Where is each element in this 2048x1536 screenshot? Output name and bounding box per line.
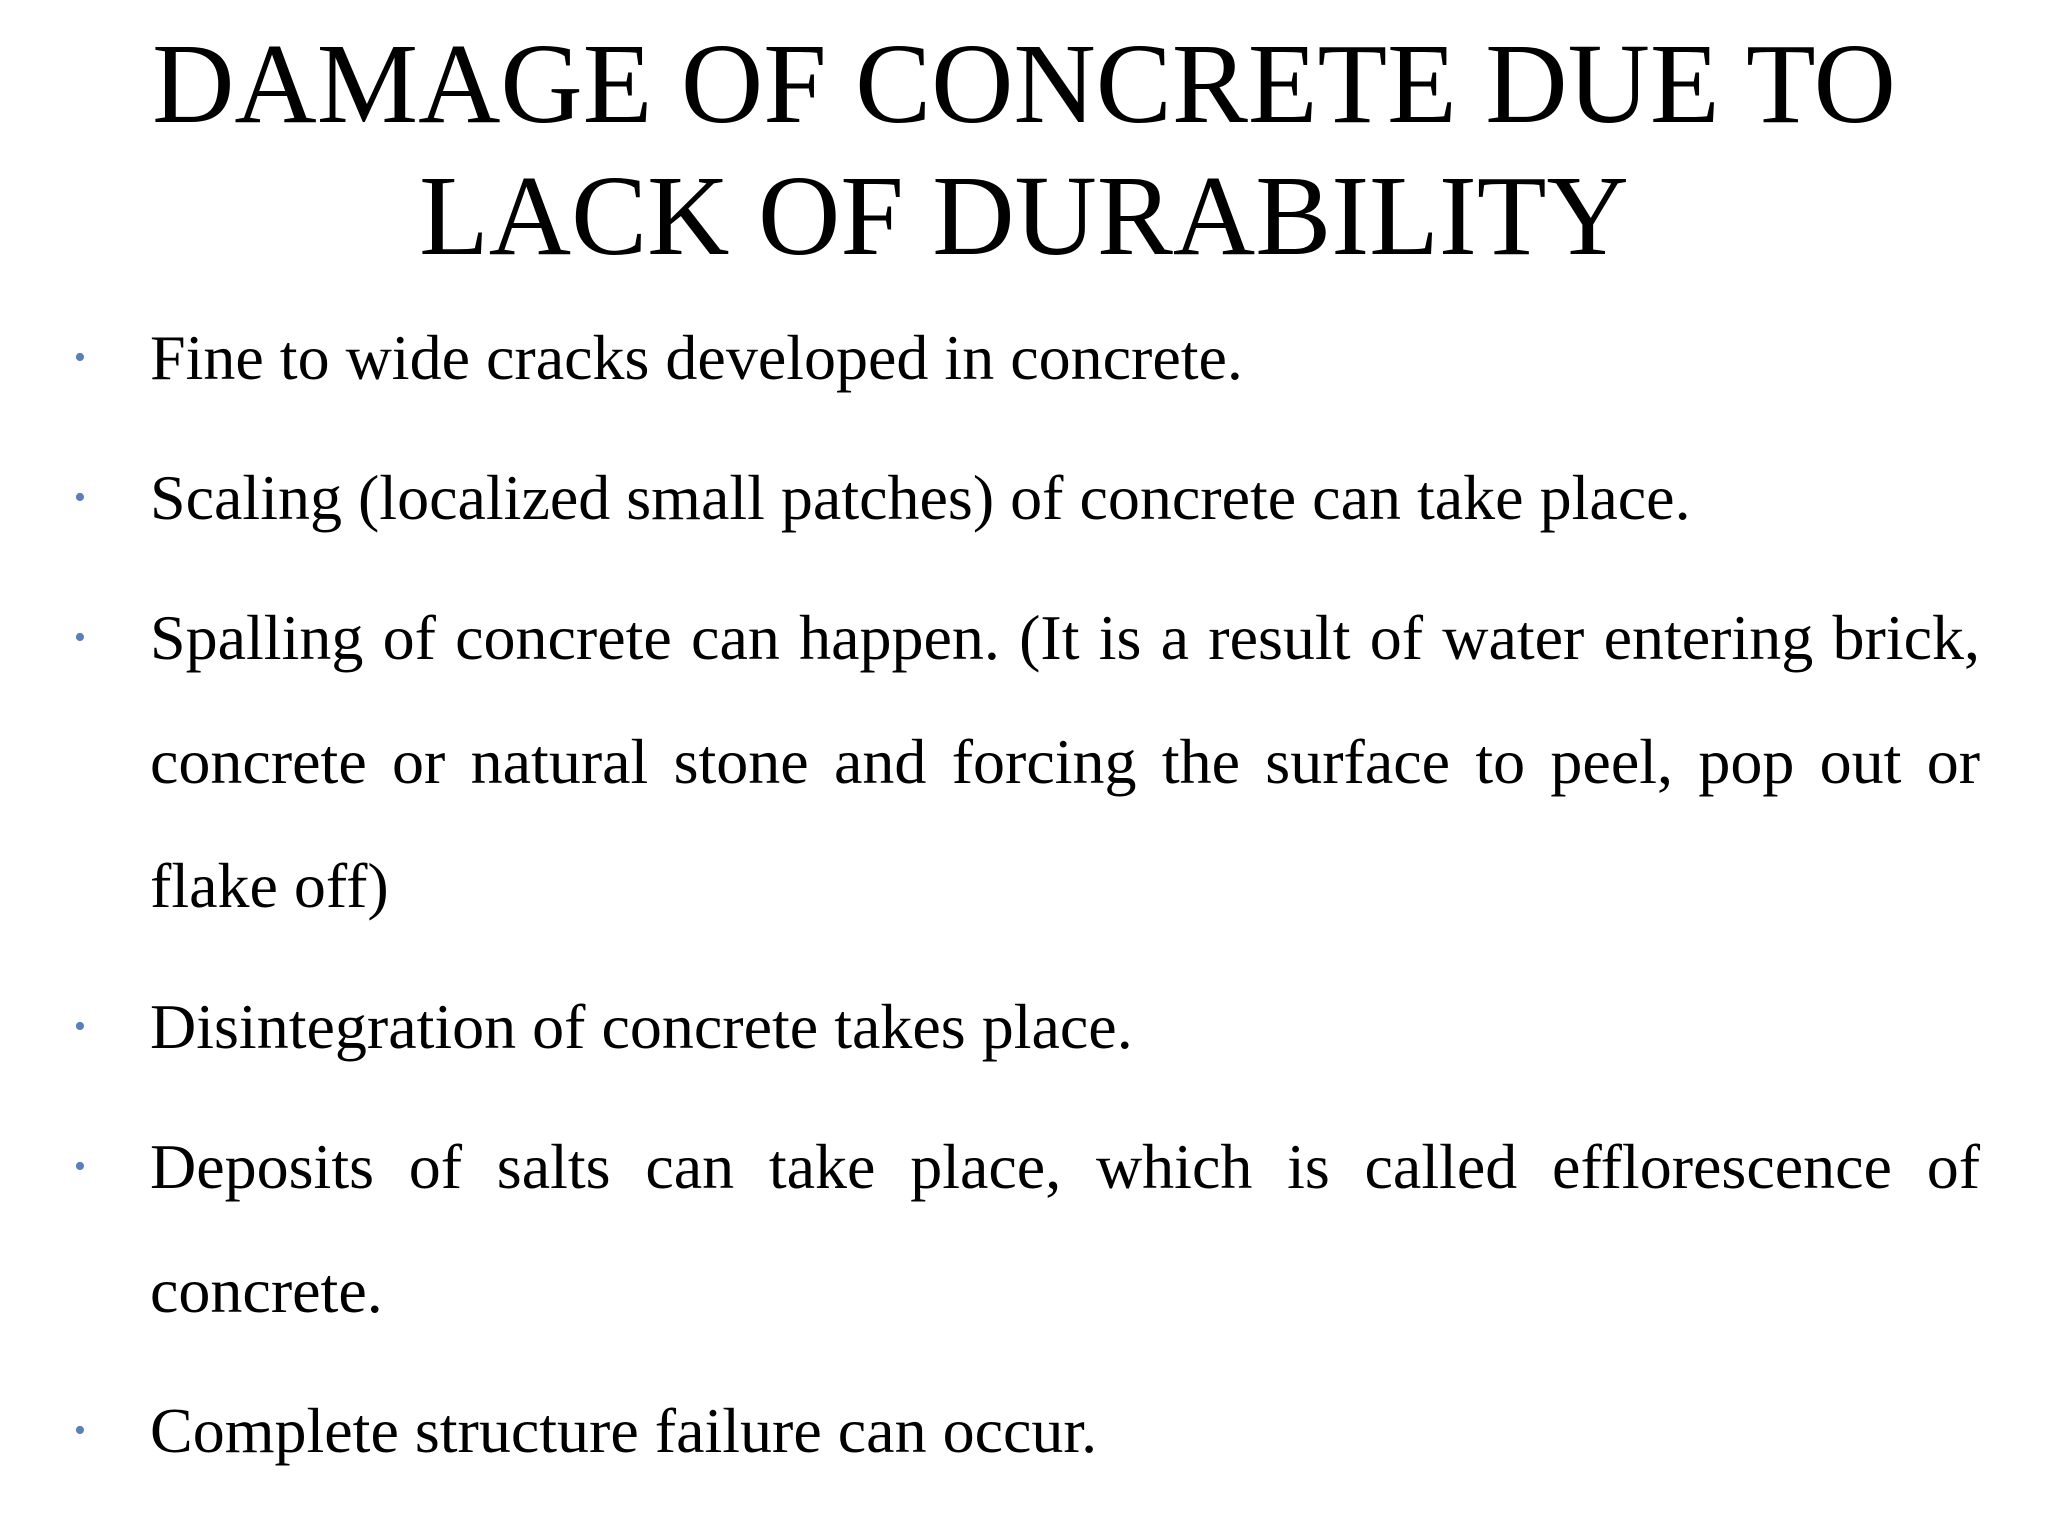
list-item-text: Deposits of salts can take place, which is called efflorescence of concrete. xyxy=(150,1131,1980,1326)
bullet-icon: • xyxy=(74,1008,86,1045)
bullet-icon: • xyxy=(74,1412,86,1449)
list-item xyxy=(74,1105,1980,1353)
list-item-text: Disintegration of concrete takes place. xyxy=(150,991,1133,1062)
bullet-icon: • xyxy=(74,479,86,516)
list-item xyxy=(74,576,1980,948)
list-item xyxy=(74,965,1980,1089)
list-item-text: Complete structure failure can occur. xyxy=(150,1395,1098,1466)
bullet-icon: • xyxy=(74,1148,86,1185)
title-line-1: DAMAGE OF CONCRETE DUE TO xyxy=(152,20,1896,147)
list-item-text: Scaling (localized small patches) of concrete can take place. xyxy=(150,462,1691,533)
bullet-icon: • xyxy=(74,339,86,376)
title-line-2: LACK OF DURABILITY xyxy=(419,152,1629,279)
list-item xyxy=(74,1369,1980,1493)
list-item-text: Fine to wide cracks developed in concrete. xyxy=(150,322,1243,393)
list-item-text: Spalling of concrete can happen. (It is a result of water entering brick, concrete or natural stone and forcing the surface to peel, pop out or flake off) xyxy=(150,602,1980,921)
list-item xyxy=(74,296,1980,420)
bullet-icon: • xyxy=(74,619,86,656)
list-item xyxy=(74,436,1980,560)
